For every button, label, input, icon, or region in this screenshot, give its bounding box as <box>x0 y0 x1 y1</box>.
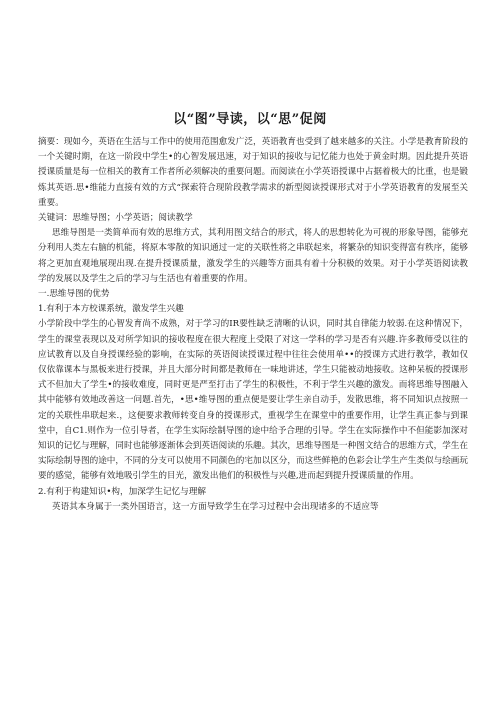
subsection-text-2: 英语其本身属于一类外国语言，这一方面导致学生在学习过程中会出现诸多的不适应等 <box>52 501 379 512</box>
keywords-text: 思维导图；小学英语；阅读教学 <box>72 213 193 224</box>
subsection-text-1: 小学阶段中学生的心智发育尚不成熟，对于学习的IR要性缺乏清晰的认识，同时其自律能力较弱.在这种情况下，学生的课堂表现以及对所学知识的接收程度在很大程度上受限了对这一学科的学习是否有兴趣.许多教师受以往的应试教育以及自身授课经验的影响，在实际的英语阅读授课过程中往往会使用单••的授课方式进行教学，教如仅仅依靠课本与黑板来进行授课，并且大部分时间都是教师在一味地讲述，学生只能被动地接收。这种呆板的授课形式不但加大了学生•的接收难度，同时更是严至打击了学生的积极性，不利于学生兴趣的激发。而将思维导图融入其中能够有效地改善这一问题.首先，•思•维导图的重点便是要让学生亲自动手，发散思维，将不同知识点按照一定的关联性串联起来.，这便要求教师转变自身的授课形式，重视学生在课堂中的重要作用，让学生真正参与到课堂中，自C1.则作为一位引导者，在学生实际绘制导图的途中给予合理的引导。学生在实际操作中不但能影加深对知识的记忆与理解，同时也能够逐渐体会到英语阅读的乐趣。其次，思维导图是一种图文结合的思维方式，学生在实际绘制导图的途中，不同的分支可以使用不同颜色的宅加以区分，而这些鲜艳的色彩会让学生产生类似与绘画玩要的感觉，能够有效地吸引学生的目光，激发出他们的积极性与兴趣,进而起到提升授课质量的作用。 <box>38 319 468 482</box>
intro-paragraph: 思维导图是一类简单而有效的思维方式，其利用图文结合的形式，将人的思想转化为可视的形象导图，能够充分利用人类左右脑的机能，将原本零散的知识通过一定的关联性将之串联起来，将繁杂的知识变得富有秩序，能够将之更加直观地展现出现.在提升授课质量，激发学生的兴趣等方面具有着十分积极的效果。对于小学英语阅读教学的发展以及学生之后的学习与生活也有着重要的作用。 <box>38 228 468 284</box>
abstract-text: 现如今，英语在生活与工作中的使用范围愈发广泛，英语教育也受到了越来越多的关注。小学是教育阶段的一个关键时期，在这一阶段中学生•的心智发展迅速，对于知识的接收与记忆能力也处于黄金时期。因此提升英语授课质量是每一位相关的教育工作者所必须解决的重要问题。而阅读在小学英语授课中占据着极大的比重，也是锻炼其英语.思•维能力直接有效的方式“探索符合现阶段教学需求的新型阅读授课形式对于小学英语教育的发展至关重要。 <box>38 137 468 208</box>
abstract-paragraph <box>38 135 468 211</box>
subsection-heading-2: 2.有利于构建知识•构，加深学生记忆与理解 <box>38 486 206 497</box>
document-body <box>38 135 468 515</box>
keywords-paragraph <box>38 211 468 226</box>
keywords-label: 关键词： <box>38 213 73 224</box>
subsection-heading-1: 1.有利于本方校课系统，激发学生兴趣 <box>38 304 184 315</box>
page-title: 以“图”导读，以“思”促阅 <box>173 112 327 127</box>
abstract-label: 摘要： <box>38 137 64 147</box>
section-heading: 一.思维导图的优势 <box>38 289 110 300</box>
